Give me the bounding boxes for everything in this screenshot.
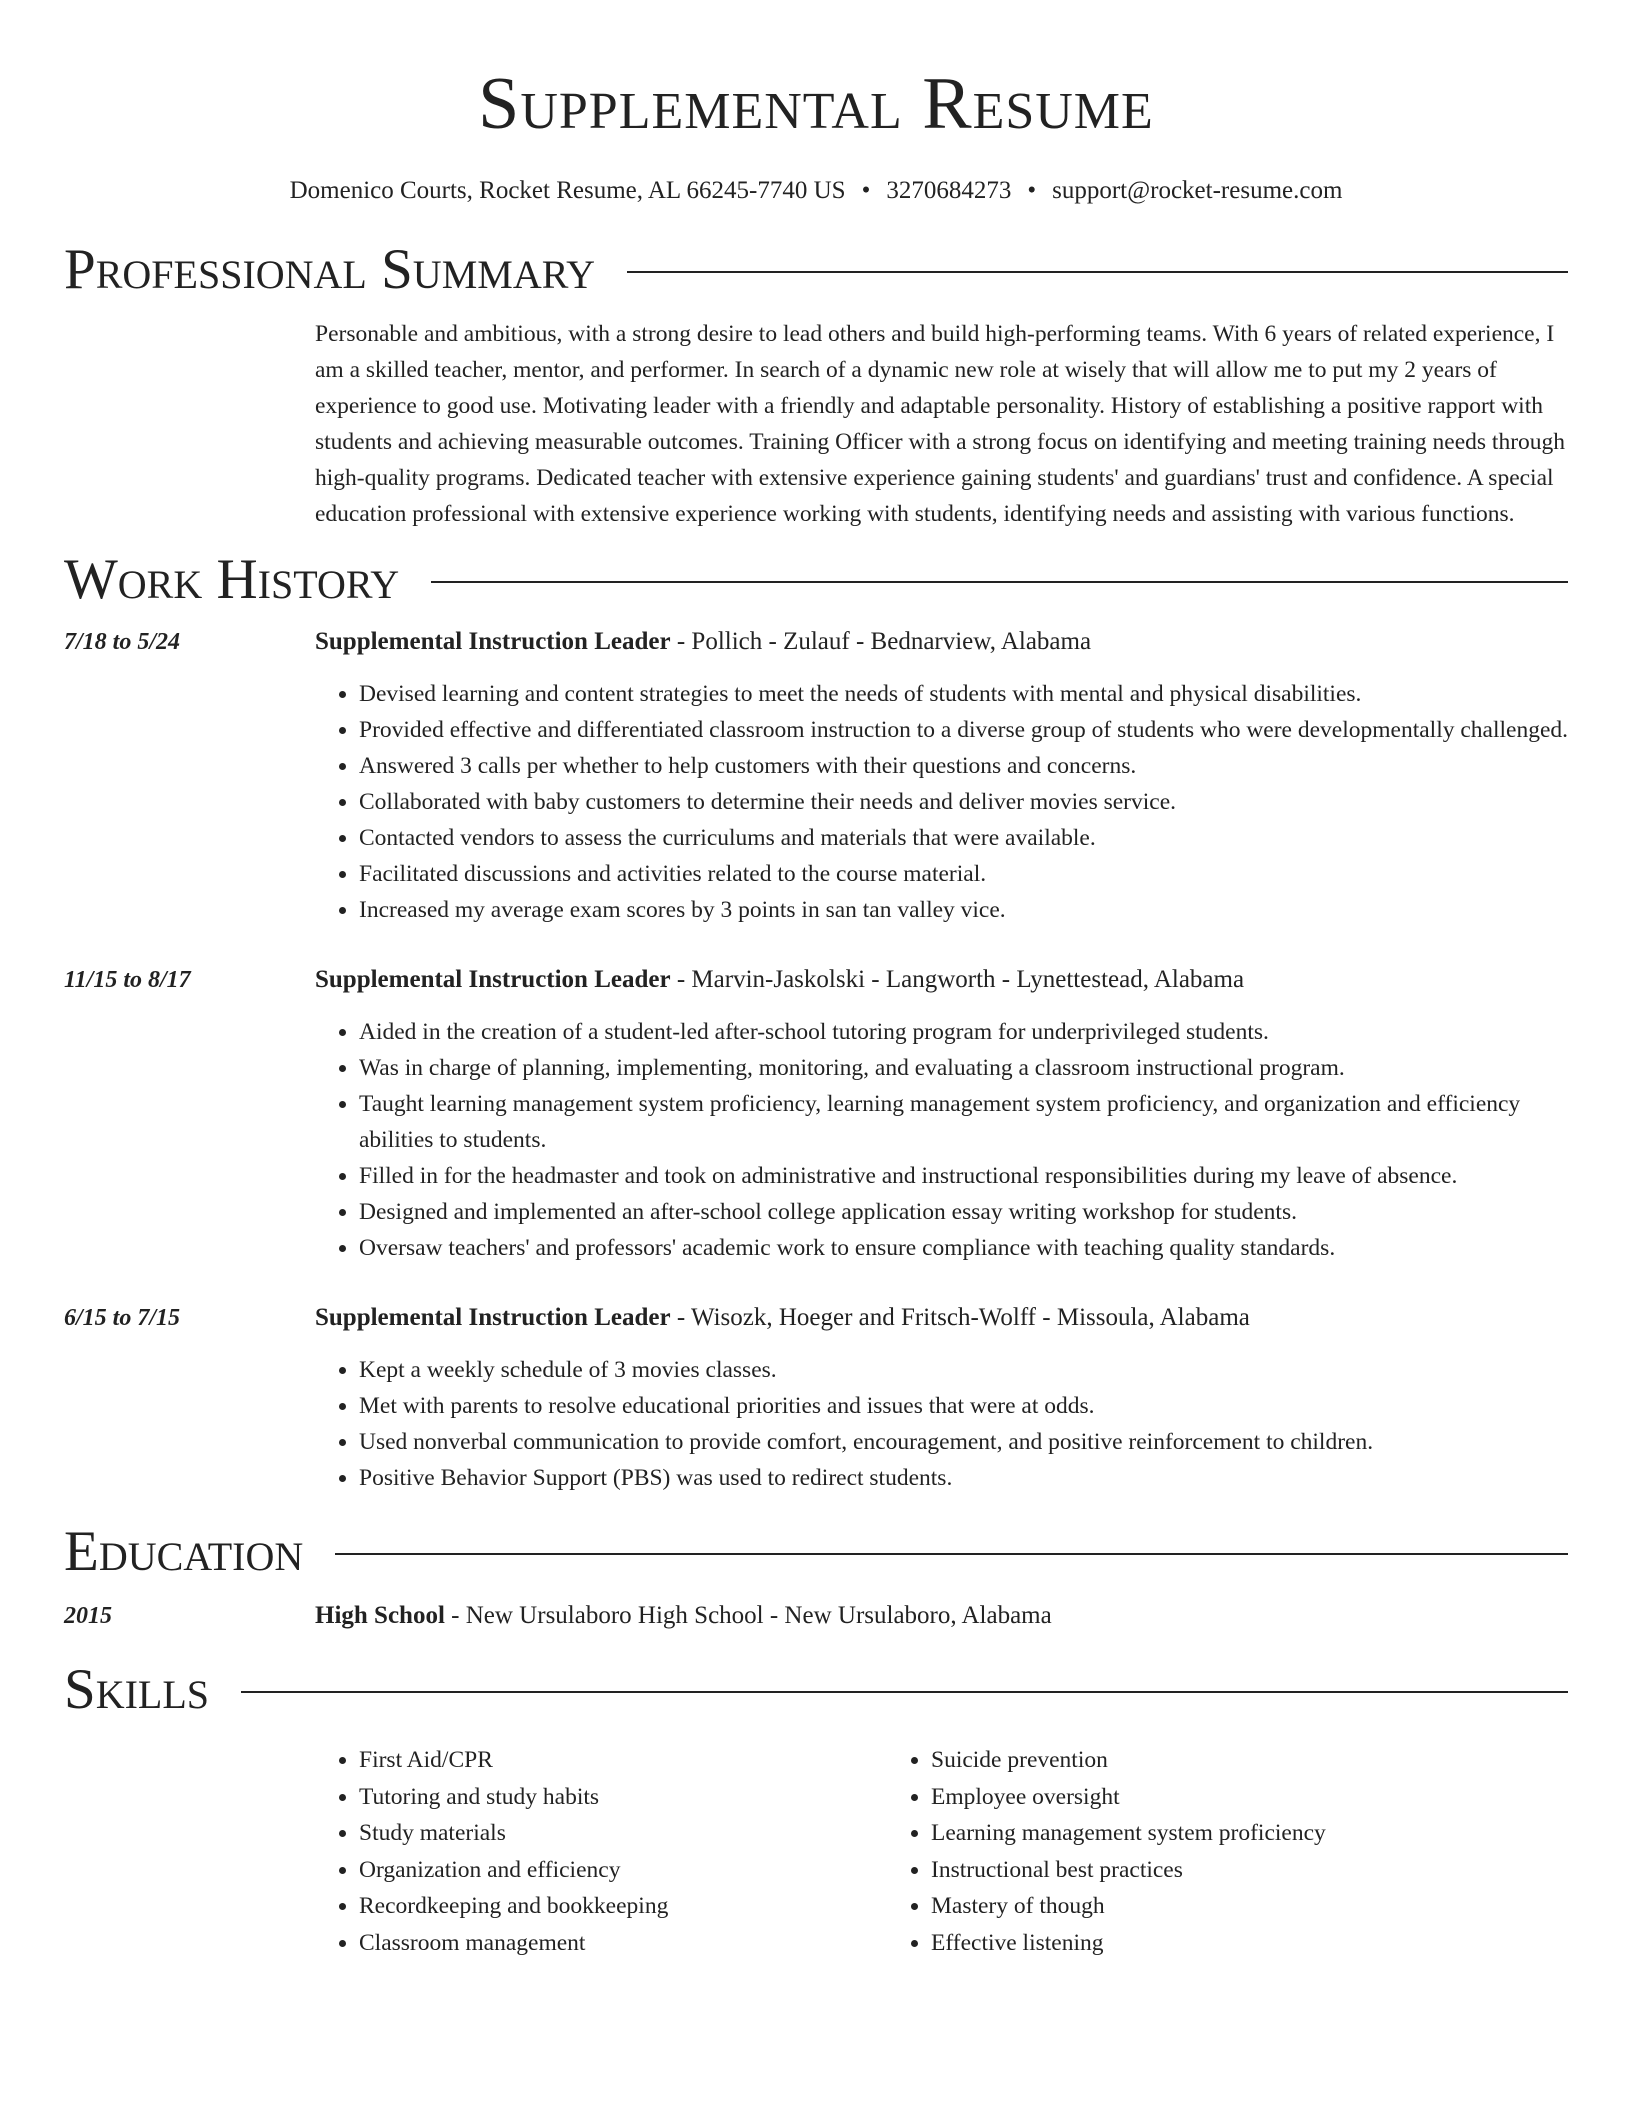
skill-item: • Learning management system proficiency	[931, 1815, 1459, 1852]
work-section-title: Work History	[64, 548, 400, 611]
job-role: Supplemental Instruction Leader	[315, 628, 671, 655]
job-entry	[64, 624, 1568, 928]
job-bullet: • Oversaw teachers' and professors' academic work to ensure compliance with teaching quality standards.	[359, 1230, 1568, 1266]
skill-item: • Instructional best practices	[931, 1852, 1459, 1889]
job-bullet: • Taught learning management system proficiency, learning management system proficiency, and organization and efficiency abilities to students.	[359, 1086, 1568, 1158]
education-body	[315, 1598, 1568, 1634]
skill-item: • Tutoring and study habits	[359, 1779, 887, 1816]
job-bullet: • Met with parents to resolve educational priorities and issues that were at odds.	[359, 1388, 1568, 1424]
education-year: 2015	[64, 1603, 112, 1629]
job-body	[315, 624, 1568, 928]
job-details: - Wisozk, Hoeger and Fritsch-Wolff - Missoula, Alabama	[670, 1304, 1250, 1331]
section-divider	[431, 581, 1568, 583]
job-dates: 11/15 to 8/17	[64, 967, 191, 993]
job-role: Supplemental Instruction Leader	[315, 1304, 671, 1331]
summary-section-title: Professional Summary	[64, 238, 596, 301]
job-dates: 6/15 to 7/15	[64, 1305, 181, 1331]
section-divider	[241, 1691, 1568, 1693]
job-bullet: • Facilitated discussions and activities related to the course material.	[359, 856, 1568, 892]
job-bullet: • Answered 3 calls per whether to help customers with their questions and concerns.	[359, 748, 1568, 784]
job-entry	[64, 1300, 1568, 1496]
job-body	[315, 962, 1568, 1266]
skills-list-left	[315, 1742, 887, 1961]
job-details: - Marvin-Jaskolski - Langworth - Lynettestead, Alabama	[670, 966, 1245, 993]
contact-phone: 3270684273	[886, 177, 1012, 204]
skills-section-title: Skills	[64, 1658, 210, 1721]
job-bullet: • Aided in the creation of a student-led after-school tutoring program for underprivileged students.	[359, 1014, 1568, 1050]
education-degree: High School	[315, 1602, 445, 1629]
job-bullets	[315, 676, 1568, 928]
job-bullet: • Provided effective and differentiated classroom instruction to a diverse group of students who were developmentally challenged.	[359, 712, 1568, 748]
job-bullet: • Contacted vendors to assess the curriculums and materials that were available.	[359, 820, 1568, 856]
summary-section-header	[64, 238, 1568, 302]
skill-item: • Study materials	[359, 1815, 887, 1852]
resume-page	[64, 0, 1568, 1961]
education-line	[315, 1598, 1568, 1634]
contact-separator: •	[861, 177, 871, 204]
education-entry	[64, 1598, 1568, 1634]
job-bullet: • Filled in for the headmaster and took on administrative and instructional responsibilities during my leave of absence.	[359, 1158, 1568, 1194]
job-role: Supplemental Instruction Leader	[315, 966, 671, 993]
skill-item: • Recordkeeping and bookkeeping	[359, 1888, 887, 1925]
skill-item: • Mastery of though	[931, 1888, 1459, 1925]
job-dates: 7/18 to 5/24	[64, 629, 181, 655]
resume-name: Supplemental Resume	[478, 63, 1154, 145]
education-section-title: Education	[64, 1520, 304, 1583]
job-title-line	[315, 962, 1568, 998]
job-body	[315, 1300, 1568, 1496]
skill-item: • Suicide prevention	[931, 1742, 1459, 1779]
job-bullet: • Kept a weekly schedule of 3 movies classes.	[359, 1352, 1568, 1388]
job-details: - Pollich - Zulauf - Bednarview, Alabama	[670, 628, 1092, 655]
skill-item: • Employee oversight	[931, 1779, 1459, 1816]
job-title-line	[315, 624, 1568, 660]
skills-section-header	[64, 1658, 1568, 1722]
skills-columns	[315, 1742, 1568, 1961]
job-bullet: • Used nonverbal communication to provide comfort, encouragement, and positive reinforcement to children.	[359, 1424, 1568, 1460]
job-bullet: • Designed and implemented an after-school college application essay writing workshop for students.	[359, 1194, 1568, 1230]
contact-address: Domenico Courts, Rocket Resume, AL 66245-7740 US	[289, 177, 846, 204]
summary-text: Personable and ambitious, with a strong desire to lead others and build high-performing teams. With 6 years of related experience, I am a skilled teacher, mentor, and performer. In search of a dynamic new role at wisely that will allow me to put my 2 years of experience to good use. Motivating leader with a friendly and adaptable personality. History of establishing a positive rapport with students and achieving measurable outcomes. Training Officer with a strong focus on identifying and meeting training needs through high-quality programs. Dedicated teacher with extensive experience gaining students' and guardians' trust and confidence. A special education professional with extensive experience working with students, identifying needs and assisting with various functions.	[315, 321, 1566, 527]
work-section-header	[64, 548, 1568, 612]
job-entry	[64, 962, 1568, 1266]
skills-list-right	[887, 1742, 1459, 1961]
skill-item: • Organization and efficiency	[359, 1852, 887, 1889]
contact-email: support@rocket-resume.com	[1052, 177, 1343, 204]
section-divider	[335, 1553, 1568, 1555]
skill-item: • Classroom management	[359, 1925, 887, 1962]
job-bullets	[315, 1352, 1568, 1496]
job-bullet: • Was in charge of planning, implementing, monitoring, and evaluating a classroom instructional program.	[359, 1050, 1568, 1086]
skill-item: • First Aid/CPR	[359, 1742, 887, 1779]
job-bullet: • Positive Behavior Support (PBS) was used to redirect students.	[359, 1460, 1568, 1496]
job-bullet: • Devised learning and content strategies to meet the needs of students with mental and physical disabilities.	[359, 676, 1568, 712]
job-bullets	[315, 1014, 1568, 1266]
job-title-line	[315, 1300, 1568, 1336]
skill-item: • Effective listening	[931, 1925, 1459, 1962]
contact-line	[64, 174, 1568, 208]
education-details: - New Ursulaboro High School - New Ursulaboro, Alabama	[444, 1602, 1052, 1629]
section-divider	[627, 271, 1568, 273]
job-bullet: • Collaborated with baby customers to determine their needs and deliver movies service.	[359, 784, 1568, 820]
education-section-header	[64, 1520, 1568, 1584]
contact-separator: •	[1027, 177, 1037, 204]
job-bullet: • Increased my average exam scores by 3 points in san tan valley vice.	[359, 892, 1568, 928]
